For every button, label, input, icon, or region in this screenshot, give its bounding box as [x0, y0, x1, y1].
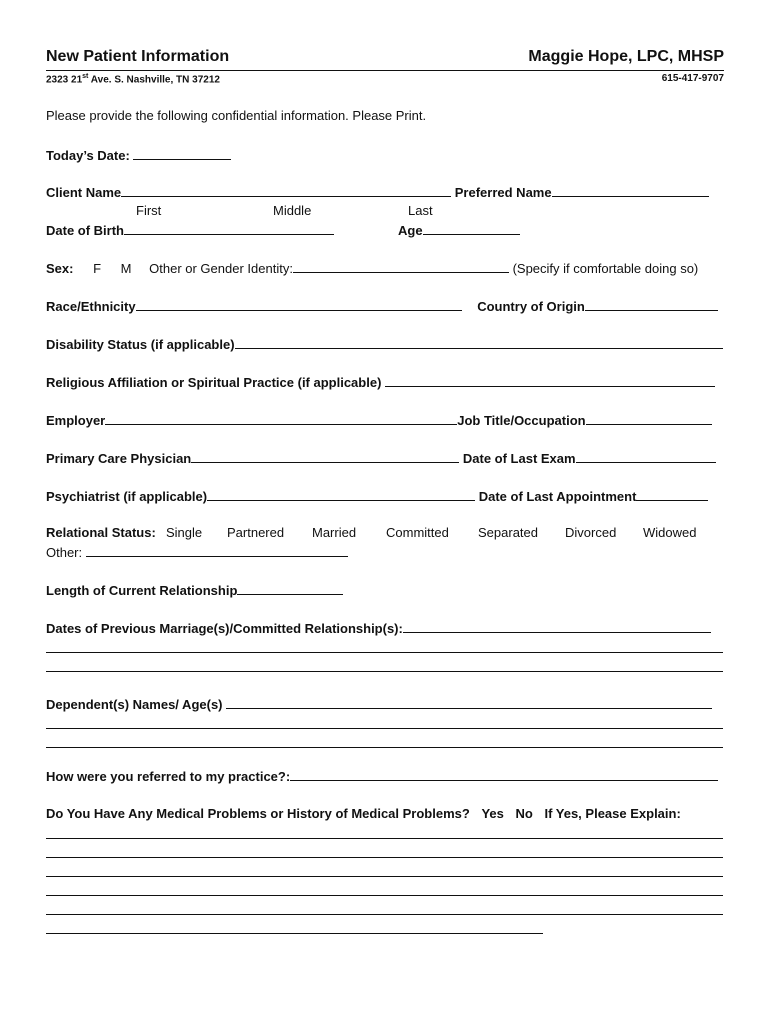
relational-option-widowed[interactable]: Widowed [643, 525, 697, 540]
pcp-label: Primary Care Physician [46, 451, 192, 466]
practice-address: 2323 21st Ave. S. Nashville, TN 37212 [46, 73, 220, 86]
form-header [46, 48, 724, 71]
medical-line-1[interactable] [46, 838, 723, 839]
psychiatrist-label: Psychiatrist (if applicable) [46, 489, 208, 504]
relational-option-separated[interactable]: Separated [478, 525, 538, 540]
medical-yes-option[interactable]: Yes [481, 806, 504, 821]
intro-text: Please provide the following confidential information. Please Print. [46, 108, 427, 123]
employer-field[interactable] [105, 412, 457, 425]
relational-option-committed[interactable]: Committed [386, 525, 449, 540]
dependents-line-2[interactable] [46, 728, 723, 729]
sex-option-m[interactable]: M [120, 261, 132, 276]
sex-label: Sex: [46, 261, 74, 276]
referral-row [46, 768, 726, 784]
prev-marriages-line-3[interactable] [46, 671, 723, 672]
referral-label: How were you referred to my practice?: [46, 769, 291, 784]
prev-marriages-field[interactable] [403, 620, 711, 633]
gender-identity-field[interactable] [293, 260, 509, 273]
age-label: Age [398, 222, 520, 238]
client-name-row [46, 184, 726, 200]
last-sublabel: Last [408, 203, 433, 218]
todays-date-row [46, 147, 726, 163]
relational-row [46, 525, 726, 543]
relational-option-married[interactable]: Married [312, 525, 357, 540]
dob-row [46, 222, 726, 238]
prev-marriages-line-2[interactable] [46, 652, 723, 653]
relational-option-divorced[interactable]: Divorced [565, 525, 617, 540]
relational-option-single[interactable]: Single [166, 525, 203, 540]
dependents-field[interactable] [226, 696, 712, 709]
length-relationship-field[interactable] [237, 582, 343, 595]
practice-phone: 615-417-9707 [661, 73, 724, 84]
todays-date-field[interactable] [133, 147, 231, 160]
age-field[interactable] [423, 222, 520, 235]
last-appt-field[interactable] [636, 488, 708, 501]
medical-row [46, 806, 726, 821]
preferred-name-field[interactable] [552, 184, 709, 197]
disability-label: Disability Status (if applicable) [46, 337, 235, 352]
length-relationship-label: Length of Current Relationship [46, 583, 238, 598]
dob-field[interactable] [124, 222, 334, 235]
disability-row [46, 336, 726, 352]
dependents-label: Dependent(s) Names/ Age(s) [46, 697, 223, 712]
race-row [46, 298, 726, 314]
relational-other-row [46, 544, 726, 560]
religion-label: Religious Affiliation or Spiritual Practice (if applicable) [46, 375, 382, 390]
race-field[interactable] [136, 298, 462, 311]
country-label: Country of Origin [477, 299, 585, 314]
gender-identity-label: Other or Gender Identity: [149, 261, 293, 276]
referral-field[interactable] [290, 768, 718, 781]
employer-label: Employer [46, 413, 106, 428]
medical-explain-label: If Yes, Please Explain: [544, 806, 681, 821]
middle-sublabel: Middle [273, 203, 312, 218]
prev-marriages-row [46, 620, 726, 636]
medical-line-5[interactable] [46, 914, 723, 915]
pcp-field[interactable] [191, 450, 459, 463]
country-field[interactable] [585, 298, 718, 311]
job-label: Job Title/Occupation [457, 413, 586, 428]
relational-label: Relational Status: [46, 525, 156, 540]
psychiatrist-field[interactable] [207, 488, 475, 501]
religion-field[interactable] [385, 374, 715, 387]
race-label: Race/Ethnicity [46, 299, 136, 314]
last-exam-field[interactable] [576, 450, 716, 463]
job-field[interactable] [586, 412, 712, 425]
medical-line-6[interactable] [46, 933, 543, 934]
medical-line-3[interactable] [46, 876, 723, 877]
first-sublabel: First [136, 203, 162, 218]
provider-name: Maggie Hope, LPC, MHSP [528, 48, 724, 65]
dob-label: Date of Birth [46, 223, 124, 238]
length-relationship-row [46, 582, 726, 598]
gender-note: (Specify if comfortable doing so) [512, 261, 699, 276]
sex-row [46, 260, 726, 276]
medical-no-option[interactable]: No [515, 806, 533, 821]
pcp-row [46, 450, 726, 466]
employer-row [46, 412, 726, 428]
client-name-label: Client Name [46, 185, 122, 200]
psychiatrist-row [46, 488, 726, 504]
medical-question: Do You Have Any Medical Problems or History of Medical Problems? [46, 806, 470, 821]
last-appt-label: Date of Last Appointment [478, 489, 637, 504]
relational-other-field[interactable] [86, 544, 348, 557]
last-exam-label: Date of Last Exam [462, 451, 576, 466]
prev-marriages-label: Dates of Previous Marriage(s)/Committed Relationship(s): [46, 621, 403, 636]
todays-date-label: Today’s Date: [46, 148, 130, 163]
religion-row [46, 374, 726, 390]
client-name-field[interactable] [121, 184, 451, 197]
form-title: New Patient Information [46, 48, 230, 65]
medical-line-4[interactable] [46, 895, 723, 896]
relational-other-label: Other: [46, 545, 83, 560]
relational-option-partnered[interactable]: Partnered [227, 525, 285, 540]
preferred-name-label: Preferred Name [454, 185, 552, 200]
medical-line-2[interactable] [46, 857, 723, 858]
dependents-line-3[interactable] [46, 747, 723, 748]
disability-field[interactable] [235, 336, 723, 349]
dependents-row [46, 696, 726, 712]
sex-option-f[interactable]: F [93, 261, 102, 276]
